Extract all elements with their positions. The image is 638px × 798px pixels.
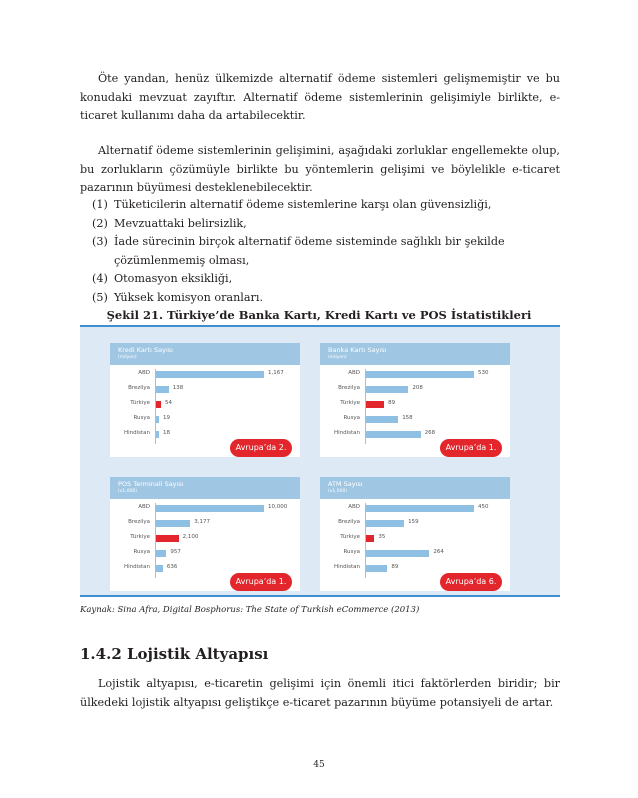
chart-category-label: Brezilya: [128, 519, 150, 525]
chart-unit: (x1,000): [118, 489, 138, 494]
chart-bar: [366, 505, 474, 512]
chart-value-label: 264: [433, 549, 444, 555]
chart-category-label: Hindistan: [333, 564, 360, 570]
chart-category-label: Rusya: [133, 415, 150, 421]
chart-bar: [156, 386, 169, 393]
chart-bar: [366, 565, 387, 572]
chart-bar: [366, 386, 408, 393]
chart-bar: [156, 520, 190, 527]
list-text: Yüksek komisyon oranları.: [114, 290, 264, 304]
chart-value-label: 3,177: [194, 519, 211, 525]
list-text: İade sürecinin birçok alternatif ödeme sisteminde sağlıklı bir şekilde çözümlenmemiş olması,: [114, 235, 505, 267]
chart-bar: [366, 431, 421, 438]
chart-title: POS Terminali Sayısı: [118, 480, 184, 488]
chart-title: ATM Sayısı: [328, 480, 363, 488]
list-item: [80, 233, 560, 270]
chart-category-label: Hindistan: [123, 564, 150, 570]
paragraph-2: Alternatif ödeme sistemlerinin gelişimini, aşağıdaki zorluklar engellemekte olup, bu zorlukların çözümüyle birlikte bu yöntemlerin gelişimi ve böylelikle e-ticaret pazarının büyümesi desteklenebilecektir.: [80, 144, 560, 194]
paragraph-1: Öte yandan, henüz ülkemizde alternatif ödeme sistemleri gelişmemiştir ve bu konudaki mevzuat zayıftır. Alternatif ödeme sistemlerinin gelişimiyle birlikte, e-ticaret kullanımı daha da artabilecektir.: [80, 72, 560, 122]
chart-category-label: Rusya: [343, 415, 360, 421]
chart-bar: [156, 535, 179, 542]
chart-category-label: Brezilya: [128, 385, 150, 391]
list-number: (3): [92, 235, 108, 248]
list-item: [80, 270, 560, 289]
list-item: [80, 289, 560, 308]
figure-source: Kaynak: Sina Afra, Digital Bosphorus: The State of Turkish eCommerce (2013): [80, 605, 420, 615]
chart-value-label: 208: [412, 385, 423, 391]
chart-category-label: Hindistan: [333, 430, 360, 436]
section-paragraph: Lojistik altyapısı, e-ticaretin gelişimi için önemli itici faktörlerden biridir; bir ülkedeki lojistik altyapısı geliştikçe e-ticaret pazarının büyüme potansiyeli de artar.: [80, 677, 560, 709]
chart-category-label: Brezilya: [338, 519, 360, 525]
chart-category-label: Türkiye: [340, 534, 360, 540]
chart-header: [320, 343, 510, 365]
chart-category-label: Hindistan: [123, 430, 150, 436]
list-number: (4): [92, 272, 108, 285]
chart-value-label: 636: [166, 564, 178, 570]
chart-value-label: 18: [163, 430, 170, 436]
chart-value-label: 1,167: [268, 370, 284, 376]
chart-title: Kredi Kartı Sayısı: [118, 346, 173, 354]
chart-bar: [366, 416, 398, 423]
chart-bar: [366, 371, 474, 378]
chart-value-label: 159: [408, 519, 419, 525]
chart-bar: [366, 520, 404, 527]
chart-bar: [366, 401, 384, 408]
chart-title: Banka Kartı Sayısı: [328, 346, 387, 354]
chart-category-label: Rusya: [133, 549, 150, 555]
chart-category-label: ABD: [138, 370, 150, 376]
list-text: Tüketicilerin alternatif ödeme sistemlerine karşı olan güvensizliği,: [114, 198, 492, 211]
chart-value-label: 138: [172, 385, 184, 391]
chart-value-label: 158: [402, 415, 413, 421]
chart-bar: [366, 550, 429, 557]
chart-bar: [156, 401, 161, 408]
page-number: 45: [313, 760, 325, 770]
chart-bar: [156, 505, 264, 512]
chart-category-label: ABD: [348, 370, 360, 376]
statistics-figure: [80, 325, 560, 597]
section-heading: 1.4.2 Lojistik Altyapısı: [80, 645, 269, 663]
europe-rank-badge: Avrupa’da 1.: [230, 573, 292, 591]
chart-bar: [156, 550, 166, 557]
chart-category-label: ABD: [138, 504, 150, 510]
europe-rank-badge: Avrupa’da 2.: [230, 439, 292, 457]
chart-value-label: 530: [478, 370, 489, 376]
chart-header: [110, 477, 300, 499]
list-text: Otomasyon eksikliği,: [114, 272, 233, 285]
challenge-list: [80, 196, 560, 307]
chart-category-label: Türkiye: [340, 400, 360, 406]
chart-bar: [156, 371, 264, 378]
chart-unit: (x1,000): [328, 489, 348, 494]
chart-value-label: 89: [391, 564, 399, 570]
chart-category-label: Rusya: [343, 549, 360, 555]
chart-value-label: 10,000: [268, 504, 288, 510]
chart-header: [110, 343, 300, 365]
list-item: [80, 215, 560, 234]
chart-value-label: 268: [424, 430, 436, 436]
europe-rank-badge: Avrupa’da 6.: [440, 573, 502, 591]
chart-unit: (milyon): [118, 355, 137, 360]
chart-bar: [156, 565, 163, 572]
chart-bar: [366, 535, 374, 542]
list-text: Mevzuattaki belirsizlik,: [114, 216, 247, 230]
chart-bar: [156, 416, 159, 423]
europe-rank-badge: Avrupa’da 1.: [440, 439, 502, 457]
chart-category-label: ABD: [348, 504, 360, 510]
chart-header: [320, 477, 510, 499]
chart-category-label: Brezilya: [338, 385, 360, 391]
list-number: (1): [92, 198, 108, 211]
chart-value-label: 450: [478, 504, 489, 510]
chart-unit: (milyon): [328, 355, 347, 360]
list-item: [80, 196, 560, 215]
list-number: (2): [92, 216, 108, 230]
chart-value-label: 89: [388, 400, 396, 406]
chart-category-label: Türkiye: [130, 534, 150, 540]
chart-value-label: 957: [170, 549, 181, 555]
chart-value-label: 54: [164, 400, 172, 406]
chart-bar: [156, 431, 159, 438]
chart-category-label: Türkiye: [130, 400, 150, 406]
chart-value-label: 35: [378, 534, 386, 540]
chart-value-label: 2,100: [182, 534, 199, 540]
figure-title: Şekil 21. Türkiye’de Banka Kartı, Kredi Kartı ve POS İstatistikleri: [106, 308, 532, 322]
chart-value-label: 19: [163, 415, 170, 421]
list-number: (5): [92, 290, 108, 304]
